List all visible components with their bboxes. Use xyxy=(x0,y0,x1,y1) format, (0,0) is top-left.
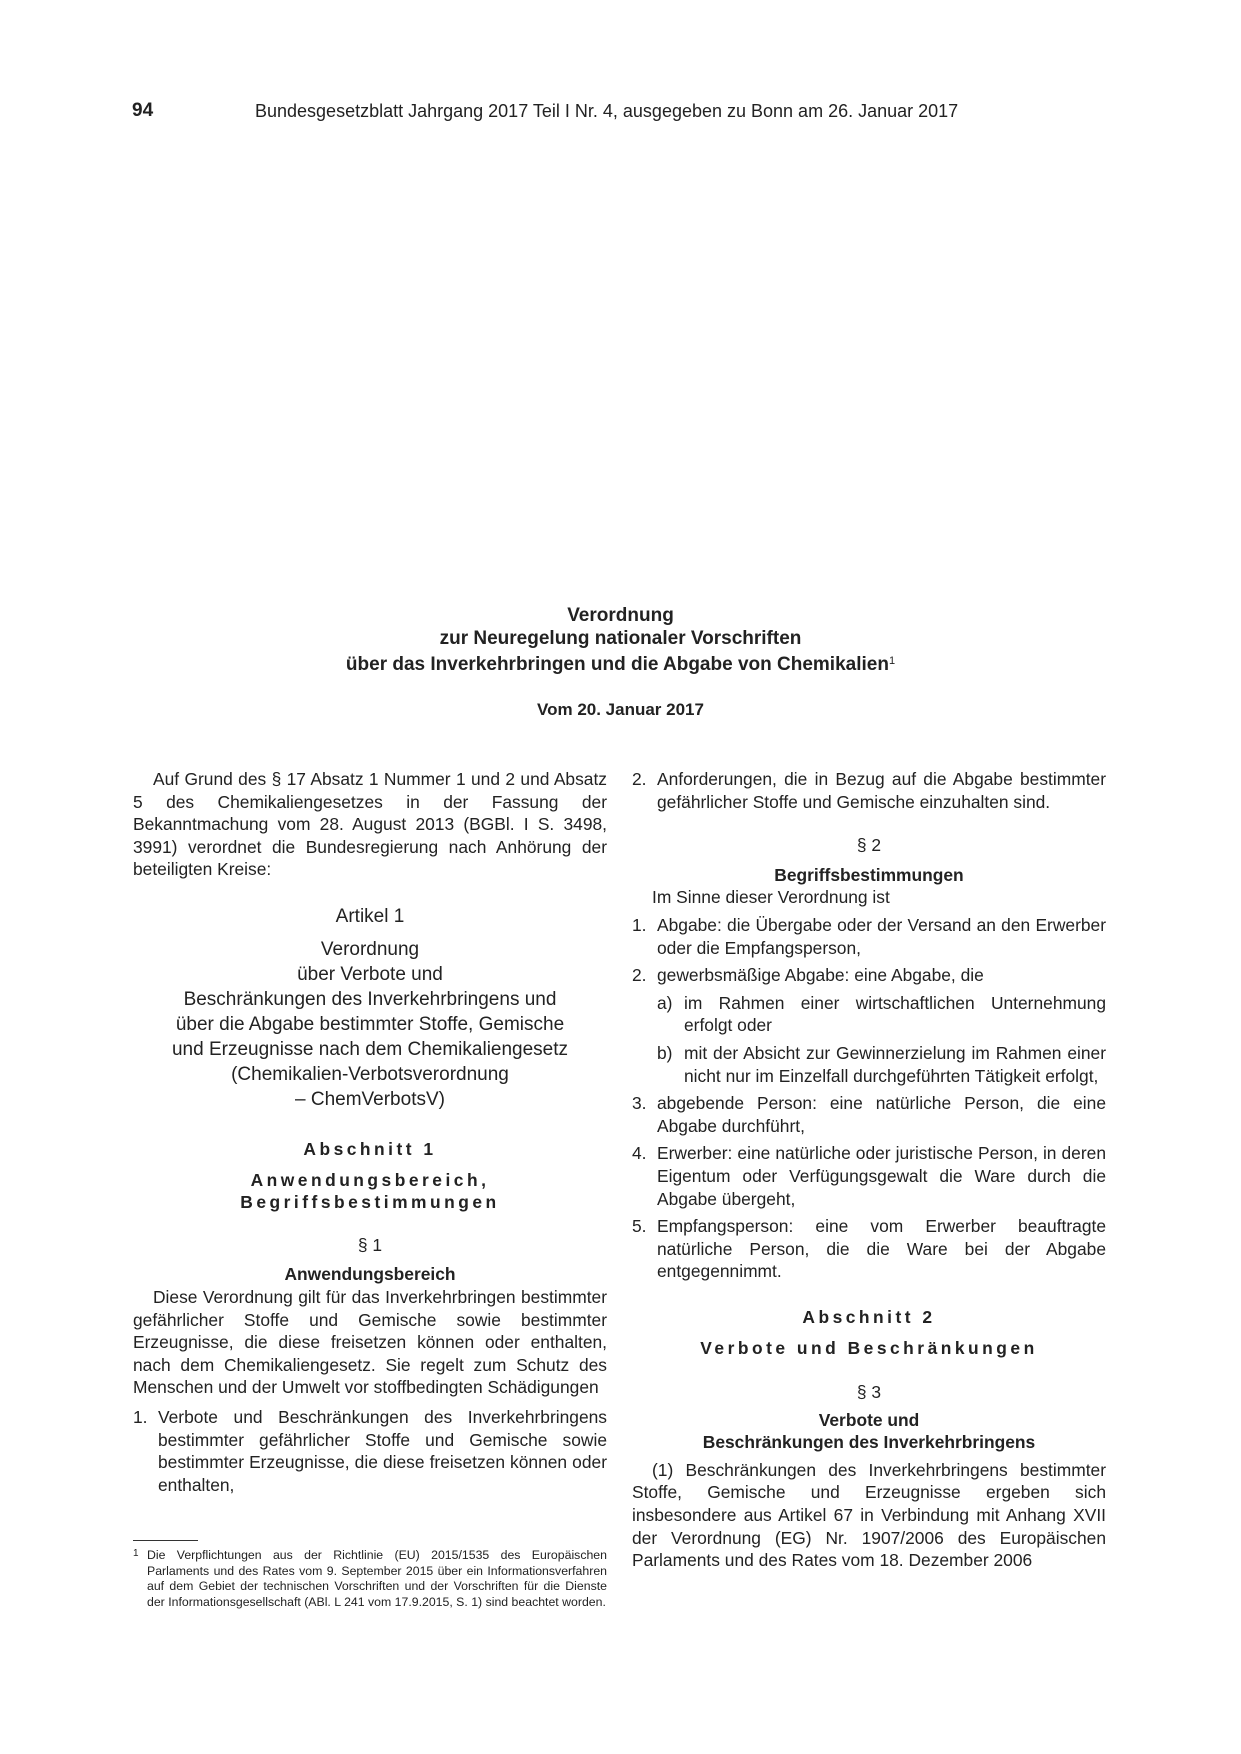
section-3-title-line-2: Beschränkungen des Inverkehrbringens xyxy=(702,1432,1036,1453)
document-title xyxy=(0,604,1241,676)
list-item-text: Anforderungen, die in Bezug auf die Abgabe bestimmter gefährlicher Stoffe und Gemische einzuhalten sind. xyxy=(657,769,1106,812)
artikel-title-line: über die Abgabe bestimmter Stoffe, Gemische xyxy=(175,1013,565,1035)
title-line-2: zur Neuregelung nationaler Vorschriften xyxy=(439,628,802,649)
sub-list-item-text: im Rahmen einer wirtschaftlichen Unternehmung erfolgt oder xyxy=(684,992,1106,1036)
abschnitt-1-label: Abschnitt 1 xyxy=(303,1138,437,1159)
sub-list-item-text: mit der Absicht zur Gewinnerzielung im Rahmen einer nicht nur im Einzelfall durchgeführten Tätigkeit erfolgt, xyxy=(684,1042,1106,1086)
section-3-paragraph-1: (1) Beschränkungen des Inverkehrbringens bestimmter Stoffe, Gemische und Erzeugnisse ergeben sich insbesondere aus Artikel 67 in Verbindung mit Anhang XVII der Verordnung (EG) Nr. 1907/2006 des Europäischen Parlaments und des Rates vom 18. Dezember 2006 xyxy=(632,1459,1106,1571)
list-item-number: 5. xyxy=(632,1216,647,1237)
section-1-intro: Diese Verordnung gilt für das Inverkehrbringen bestimmter gefährlicher Stoffe und Gemische sowie bestimmter Erzeugnisse, die diese freisetzen können oder enthalten, nach dem Chemikaliengesetz. Sie regelt zum Schutz des Menschen und der Umwelt vor stoffbedingten Schädigungen xyxy=(133,1286,607,1398)
title-line-3-text: über das Inverkehrbringen und die Abgabe von Chemikalien xyxy=(345,654,889,675)
list-item-number: 2. xyxy=(632,965,647,986)
list-item xyxy=(632,768,1106,813)
section-1-label: § 1 xyxy=(357,1234,383,1255)
list-item xyxy=(632,1215,1106,1283)
artikel-title-line: – ChemVerbotsV) xyxy=(295,1088,445,1110)
list-item-number: 1. xyxy=(133,1406,148,1427)
artikel-title-line: Verordnung xyxy=(320,938,420,960)
section-2-title: Begriffsbestimmungen xyxy=(774,864,964,885)
artikel-title-line: über Verbote und xyxy=(297,963,443,985)
list-item xyxy=(632,914,1106,959)
artikel-title-line: (Chemikalien-Verbotsverordnung xyxy=(231,1063,509,1085)
abschnitt-1-title-line-2: Begriffsbestimmungen xyxy=(240,1192,500,1213)
list-item-text: Erwerber: eine natürliche oder juristische Person, in deren Eigentum oder Verfügungsgewalt die Ware durch die Abgabe übergeht, xyxy=(657,1143,1106,1209)
list-item xyxy=(632,1142,1106,1210)
footnote-rule xyxy=(133,1540,198,1541)
footnote-mark: 1 xyxy=(133,1548,139,1559)
sub-list-item-letter: a) xyxy=(657,992,673,1013)
list-item-text: gewerbsmäßige Abgabe: eine Abgabe, die xyxy=(657,965,984,986)
title-line-1: Verordnung xyxy=(567,605,674,626)
title-footnote-mark: 1 xyxy=(888,655,896,667)
artikel-label: Artikel 1 xyxy=(335,905,405,927)
artikel-title-line: und Erzeugnisse nach dem Chemikaliengesetz xyxy=(171,1038,569,1060)
section-3-title-line-1: Verbote und xyxy=(818,1409,920,1430)
list-item-number: 4. xyxy=(632,1143,647,1164)
list-item-text: abgebende Person: eine natürliche Person, die eine Abgabe durchführt, xyxy=(657,1093,1106,1136)
sub-list-item-letter: b) xyxy=(657,1042,673,1063)
document-date: Vom 20. Januar 2017 xyxy=(537,700,704,719)
left-column xyxy=(133,768,607,1496)
list-item-number: 1. xyxy=(632,914,647,935)
abschnitt-2-title: Verbote und Beschränkungen xyxy=(700,1338,1038,1359)
list-item xyxy=(133,1406,607,1496)
right-column xyxy=(632,768,1106,1572)
title-line-3 xyxy=(0,650,1241,676)
publication-header: Bundesgesetzblatt Jahrgang 2017 Teil I Nr. 4, ausgegeben zu Bonn am 26. Januar 2017 xyxy=(255,101,959,121)
preamble: Auf Grund des § 17 Absatz 1 Nummer 1 und 2 und Absatz 5 des Chemikaliengesetzes in der Fassung der Bekanntmachung vom 28. August 2013 (BGBl. I S. 3498, 3991) verordnet die Bundesregierung nach Anhörung der beteiligten Kreise: xyxy=(133,769,607,880)
artikel-title xyxy=(133,937,607,1112)
abschnitt-2-label: Abschnitt 2 xyxy=(802,1306,936,1327)
list-item-text: Empfangsperson: eine vom Erwerber beauftragte natürliche Person, die die Ware bei der Abgabe entgegennimmt. xyxy=(657,1216,1106,1282)
list-item-number: 3. xyxy=(632,1093,647,1114)
section-2-label: § 2 xyxy=(856,835,882,856)
footnote xyxy=(133,1548,607,1610)
sub-list-item xyxy=(632,1042,1106,1087)
list-item-number: 2. xyxy=(632,769,647,789)
footnote-text: Die Verpflichtungen aus der Richtlinie (EU) 2015/1535 des Europäischen Parlaments und des Rates vom 9. September 2015 über ein Informationsverfahren auf dem Gebiet der technischen Vorschriften und der Vorschriften für die Dienste der Informationsgesellschaft (ABl. L 241 vom 17.9.2015, S. 1) sind beachtet worden. xyxy=(147,1548,607,1609)
list-item-text: Verbote und Beschränkungen des Inverkehrbringens bestimmter gefährlicher Stoffe und Gemische sowie bestimmter Erzeugnisse, die diese freisetzen können oder enthalten, xyxy=(158,1406,607,1495)
section-3-label: § 3 xyxy=(856,1382,882,1403)
section-2-intro: Im Sinne dieser Verordnung ist xyxy=(652,887,890,908)
abschnitt-1-title-line-1: Anwendungsbereich, xyxy=(250,1169,490,1190)
list-item xyxy=(632,1092,1106,1137)
artikel-title-line: Beschränkungen des Inverkehrbringens und xyxy=(183,988,557,1010)
section-1-title: Anwendungsbereich xyxy=(284,1264,456,1285)
page-number: 94 xyxy=(132,100,154,121)
sub-list-item xyxy=(632,992,1106,1037)
list-item-text: Abgabe: die Übergabe oder der Versand an den Erwerber oder die Empfangsperson, xyxy=(657,914,1106,958)
list-item xyxy=(632,964,1106,987)
